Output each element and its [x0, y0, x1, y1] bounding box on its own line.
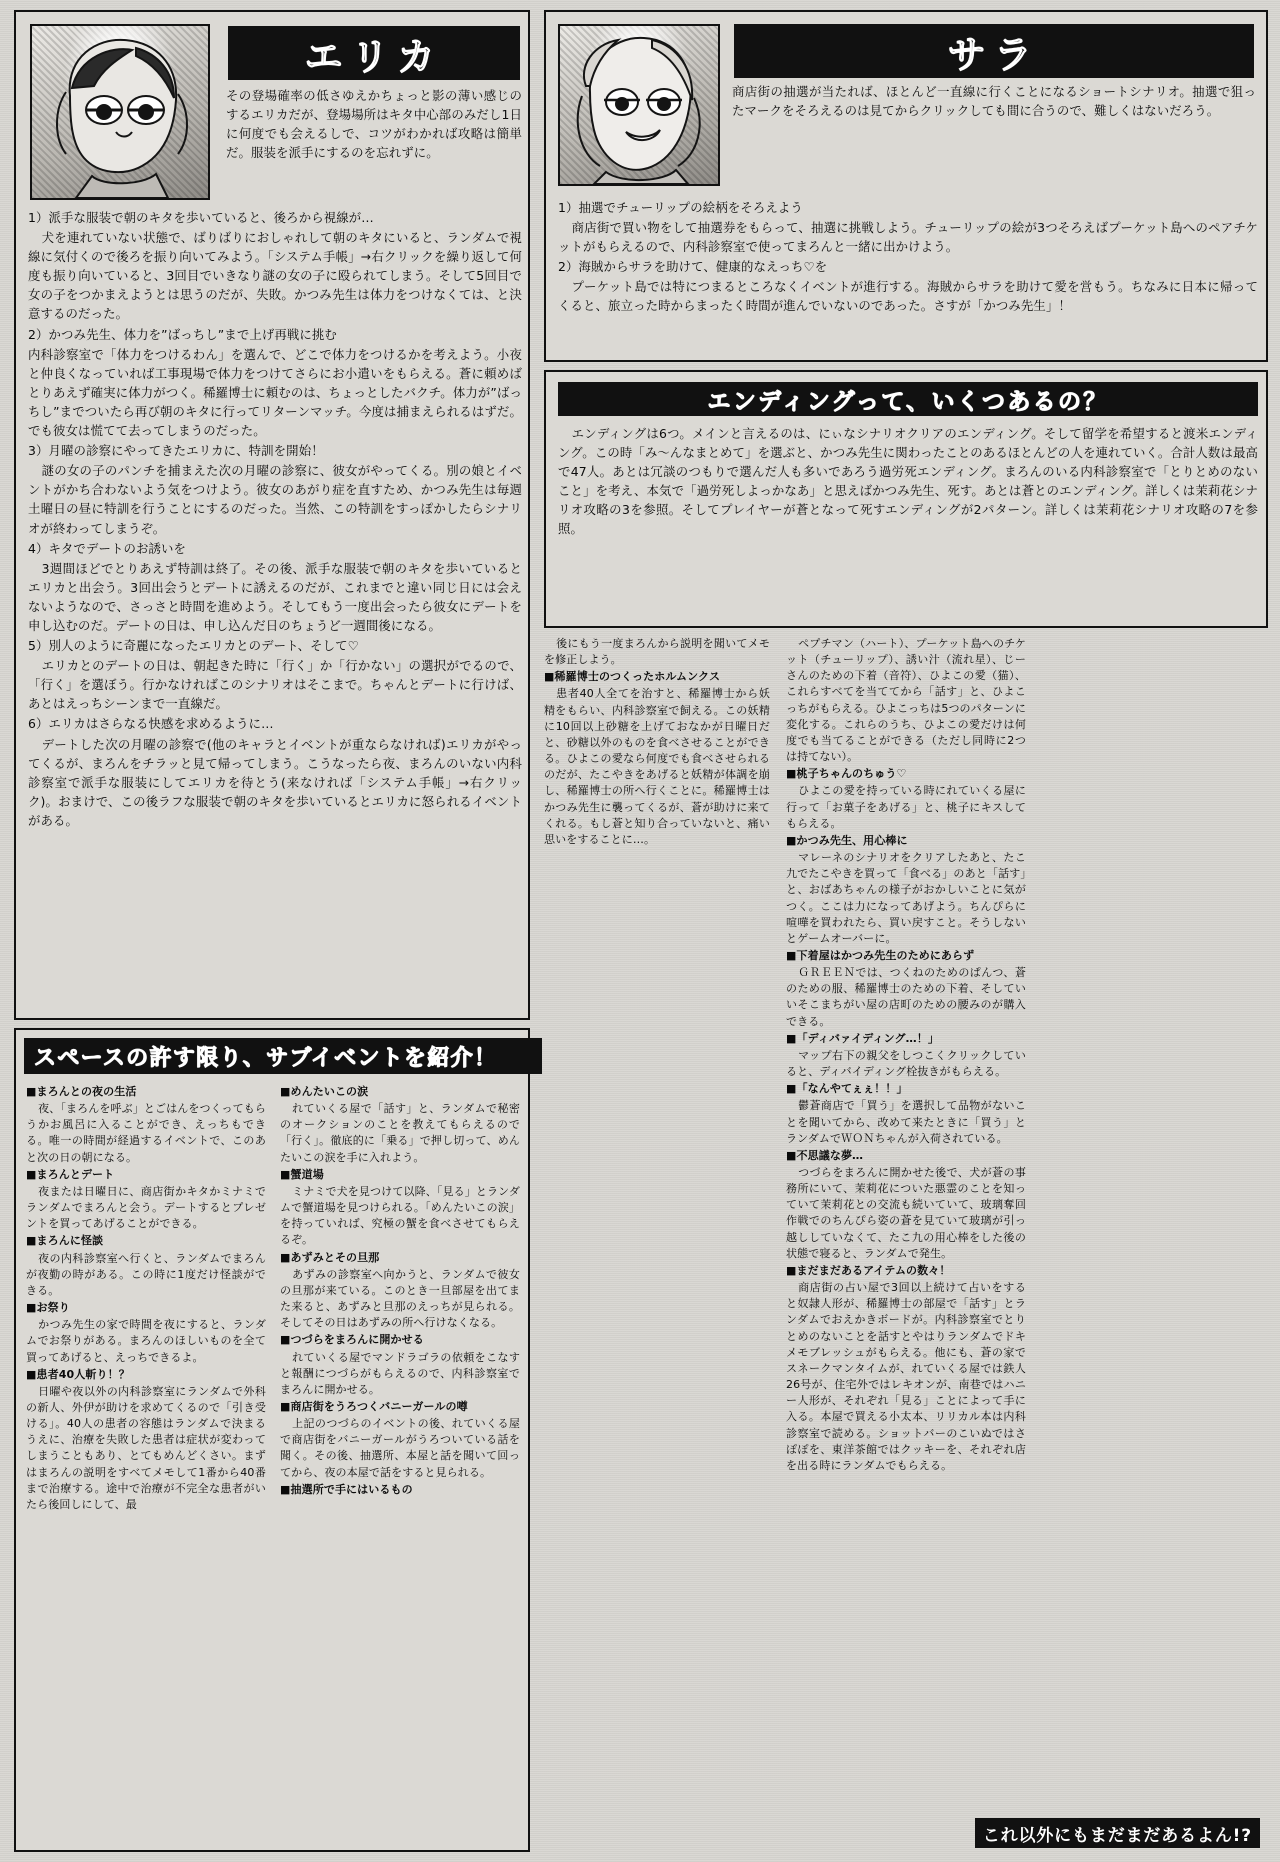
subevent-16-heading: ■不思議な夢…: [786, 1148, 864, 1162]
subevent-17-heading: ■まだまだあるアイテムの数々！: [786, 1263, 951, 1277]
erika-panel: [14, 10, 530, 1020]
erika-sec-1-heading: 2）かつみ先生、体力を”ばっちし”まで上げ再戦に挑む: [28, 326, 337, 342]
erika-sec-0-body: 犬を連れていない状態で、ばりばりにおしゃれして朝のキタにいると、ランダムで視線に気付くので後ろを振り向いてみよう。「システム手帳」→右クリックを繰り返して何度も振り向いていると、3回目でいきなり謎の女の子に殴られてしまう。そして5回目で女の子をつかまえようとは思うのだが、失敗。かつみ先生は体力をつけなくては、と決意するのだった。: [28, 230, 522, 322]
sara-sec-0-heading: 1）抽選でチューリップの絵柄をそろえよう: [558, 200, 803, 215]
subevent-11-heading: ■桃子ちゃんのちゅう♡: [786, 767, 907, 781]
subevent-5-heading: ■めんたいこの涙: [280, 1085, 369, 1098]
sara-sec-1-body: プーケット島では特につまるところなくイベントが進行する。海賊からサラを助けて愛を営もう。ちなみに日本に帰ってくると、旅立った時からまったく時間が進んでいないのであった。さすが「かつみ先生」！: [558, 279, 1258, 314]
subevent-2-heading: ■まろんに怪談: [26, 1234, 104, 1248]
erika-sections: [28, 208, 522, 831]
subevents-col-a: [544, 636, 770, 849]
subevent-10-heading: ■抽選所で手にはいるもの: [280, 1482, 413, 1496]
subevent-0-heading: ■まろんとの夜の生活: [26, 1085, 137, 1098]
sara-panel: [544, 10, 1268, 362]
subevent-8-heading: ■つづらをまろんに開かせる: [280, 1333, 424, 1347]
subevent-3-heading: ■お祭り: [26, 1301, 70, 1315]
erika-intro: その登場確率の低さゆえかちょっと影の薄い感じのするエリカだが、登場場所はキタ中心部のみだし1日に何度でも会えるしで、コツがわかれば攻略は簡単だ。服装を派手にするのを忘れずに。: [226, 88, 522, 161]
endings-title-plate: [558, 382, 1258, 416]
subevent-5-heading-a: ■稀羅博士のつくったホルムンクス: [544, 670, 721, 684]
subevent-9-heading: ■商店街をうろつくバニーガールの噂: [280, 1399, 468, 1413]
sara-sections: [558, 198, 1258, 317]
subevents-right-columns: [544, 636, 1268, 1852]
subevent-6-heading: ■蟹道場: [280, 1167, 324, 1181]
subevent-3-body: かつみ先生の家で時間を夜にすると、ランダムでお祭りがある。まろんのほしいものを全て買ってあげると、えっちできるよ。: [26, 1318, 266, 1364]
erika-portrait-line-art: [32, 26, 208, 198]
sara-portrait: [558, 24, 720, 186]
erika-sec-4-body: エリカとのデートの日は、朝起きた時に「行く」か「行かない」の選択がでるので、「行く」を選ぼう。行かなければこのシナリオはそこまで。ちゃんとデートに行けば、あとはえっちシーンまで一直線だ。: [28, 658, 522, 712]
endings-panel: [544, 370, 1268, 628]
subevent-11-body: ひよこの愛を持っている時にれていくる屋に行って「お菓子をあげる」と、桃子にキスしてもらえる。: [786, 784, 1026, 830]
subevents-col-left: [26, 1084, 266, 1514]
subevent-4-body: 日曜や夜以外の内科診察室にランダムで外科の新人、外伊が助けを求めてくるので「引き受ける」。40人の患者の容態はランダムで決まるうえに、治療を失敗した患者は症状が変わってしまうこともあり、とてもめんどくさい。まずはまろんの説明をすべてメモして1番から40番まで治療する。途中で治療が不完全な患者がいたら後回しにして、最: [26, 1384, 266, 1511]
subevent-13-heading: ■下着屋はかつみ先生のためにあらず: [786, 948, 975, 962]
footer-note: これ以外にもまだまだあるよん!?: [982, 1825, 1252, 1846]
footer-note-plate: [975, 1818, 1260, 1848]
erika-sec-4-heading: 5）別人のように奇麗になったエリカとのデート、そして♡: [28, 638, 359, 654]
sara-sec-0-body: 商店街で買い物をして抽選券をもらって、抽選に挑戦しよう。チューリップの絵が3つそろえばプーケット島へのペアチケットがもらえるので、内科診察室で使ってまろんと一緒に出かけよう。: [558, 220, 1258, 255]
subevents-col-right: [280, 1084, 520, 1499]
subevent-5-body: れていくる屋で「話す」と、ランダムで秘密のオークションのことを教えてもらえるので「行く」。徹底的に「乗る」で押し切って、めんたいこの涙を手に入れよう。: [280, 1102, 520, 1164]
sara-title: サラ: [947, 32, 1041, 77]
sara-intro: 商店街の抽選が当たれば、ほとんど一直線に行くことになるショートシナリオ。抽選で狙ったマークをそろえるのは見てからクリックしても間に合うので、難しくはないだろう。: [732, 84, 1256, 119]
subevent-15-body: 鬱蒼商店で「買う」を選択して品物がないことを聞いてから、改めて来たときに「買う」とランダムでＷＯＮちゃんが入荷されている。: [786, 1099, 1026, 1145]
subevent-13-body: ＧＲＥＥＮでは、つくねのためのぱんつ、蒼のための服、稀羅博士のための下着、そしていいそこまちがい屋の店町のための腰みのが購入できる。: [786, 966, 1026, 1028]
subevents-panel: [14, 1028, 530, 1852]
sara-portrait-line-art: [560, 26, 718, 184]
subevent-14-body: マップ右下の親父をしつこくクリックしていると、ディバイディング栓抜きがもらえる。: [786, 1048, 1026, 1079]
endings-title: エンディングって、いくつあるの？: [707, 388, 1109, 415]
subevent-12-body: マレーネのシナリオをクリアしたあと、たこ九でたこやきを買って「食べる」のあと「話す」と、おばあちゃんの様子がおかしいことに気がつく。ここは力になってあげよう。ちんぴらに喧嘩を買われたら、買い戻すこと。そうしないとゲームオーバーに。: [786, 851, 1026, 945]
subevents-banner-label: スペースの許す限り、サブイベントを紹介！: [34, 1045, 498, 1071]
subevent-9-body: 上記のつづらのイベントの後、れていくる屋で商店街をバニーガールがうろついている話を聞く。その後、抽選所、本屋と話を聞いて回ってから、夜の本屋で話をすると見られる。: [280, 1417, 520, 1479]
subevent-8-body: れていくる屋でマンドラゴラの依頼をこなすと報酬につづらがもらえるので、内科診察室でまろんに開かせる。: [280, 1350, 520, 1396]
erika-sec-2-heading: 3）月曜の診察にやってきたエリカに、特訓を開始！: [28, 443, 324, 459]
erika-title: エリカ: [304, 34, 444, 79]
erika-sec-0-heading: 1）派手な服装で朝のキタを歩いていると、後ろから視線が…: [28, 210, 374, 225]
subevents-col-b: [786, 636, 1026, 1475]
erika-sec-5-body: デートした次の月曜の診察で(他のキャラとイベントが重ならなければ)エリカがやってくるが、まろんをチラッと見て帰ってしまう。こうなったら夜、まろんのいない内科診察室で派手な服装にしてエリカを待とう(来なければ「システム手帳」→右クリック)。おまけで、この後ラフな服装で朝のキタを歩いているとエリカに怒られるイベントがある。: [28, 736, 522, 828]
subevent-4-heading: ■患者40人斬り！？: [26, 1367, 130, 1381]
erika-sec-1-body: 内科診察室で「体力をつけるわん」を選んで、どこで体力をつけるかを考えよう。小夜と仲良くなっていれば工事現場で体力をつけてさらにお小遣いをもらえる。蒼に頼めばとりあえず確実に体力がつく。稀羅博士に頼むのは、ちょっとしたバクチ。体力が”ばっちし”までついたら再び朝のキタに行ってリターンマッチ。今度は捕まえられるはずだ。でも彼女は慌てて去ってしまうのだった。: [28, 346, 522, 439]
endings-body-wrap: [558, 424, 1258, 540]
subevent-6-body: ミナミで犬を見つけて以降、「見る」とランダムで蟹道場を見つけられる。「めんたいこの涙」を持っていれば、究極の蟹を食べさせてもらえるぞ。: [280, 1184, 520, 1247]
subevent-1-heading: ■まろんとデート: [26, 1167, 115, 1181]
erika-sec-3-body: 3週間ほどでとりあえず特訓は終了。その後、派手な服装で朝のキタを歩いているとエリカと出会う。3回出会うとデートに誘えるのだが、これまでと違い同じ日には会えないようなので、さっさと時間を進めよう。そしてもう一度出会ったら彼女にデートを申し込むのだ。デートの日は、申し込んだ日のちょうど一週間後になる。: [28, 560, 522, 633]
subevent-12-heading: ■かつみ先生、用心棒に: [786, 833, 908, 847]
subevent-16-body: つづらをまろんに開かせた後で、犬が蒼の事務所にいて、茉莉花についた悪霊のことを知っていて茉莉花との交流も続いていて、玻璃奪回作戦でのちんぴら姿の蒼を見ていて玻璃が引っ越ししていなくて、たこ九の用心棒をした後の状態で寝ると、ランダムで発生。: [786, 1166, 1026, 1260]
subevent-7-heading: ■あずみとその旦那: [280, 1250, 380, 1264]
sara-title-plate: [734, 24, 1254, 78]
erika-sec-3-heading: 4）キタでデートのお誘いを: [28, 540, 187, 556]
endings-body: エンディングは6つ。メインと言えるのは、にぃなシナリオクリアのエンディング。そして留学を希望すると渡米エンディング。この時「み〜んなまとめて」を選ぶと、かつみ先生に関わったことのあるほとんどの人を連れていく。合計人数は最高で47人。あとは冗談のつもりで選んだ人も多いであろう過労死エンディング。まろんのいる内科診察室で「とりとめのないこと」を考え、本気で「過労死しよっかなあ」と思えばかつみ先生、死す。あとは蒼とのエンディング。詳しくは茉莉花シナリオ攻略の3を参照。そしてプレイヤーが蒼となって死すエンディングが2パターン。詳しくは茉莉花シナリオ攻略の7を参照。: [558, 426, 1258, 537]
subevent-1-body: 夜または日曜日に、商店街かキタかミナミでランダムでまろんと会う。デートするとプレゼントを買ってあげることができる。: [26, 1184, 266, 1231]
erika-sec-5-heading: 6）エリカはさらなる快感を求めるように…: [28, 716, 274, 732]
subevent-10-body: ペプチマン（ハート）、プーケット島へのチケット（チューリップ）、誘い汁（流れ星）、じーさんのための下着（音符）、ひよこの愛（猫）、これらすべてを当ててから「話す」と、ひよこっちがもらえる。ひよこっちは5つのパターンに変化する。これらのうち、ひよこの愛だけは何度でも当てることができる（ただし同時に2つは持てない）。: [786, 637, 1026, 764]
subevent-overflow-text: 後にもう一度まろんから説明を聞いてメモを修正しよう。: [544, 637, 770, 667]
subevents-banner: [24, 1038, 542, 1074]
subevent-5-body-a: 患者40人全てを治すと、稀羅博士から妖精をもらい、内科診察室で飼える。この妖精に10回以上砂糖を上げておなかが日曜日だと、砂糖以外のものを食べさせることができる。ひよこの愛なら何度でも食べさせられるのだが、たこやきをあげると妖精が体調を崩し、稀羅博士の所へ行くことに。稀羅博士はかつみ先生に襲ってくるが、蒼が助けに来てくれる。もし蒼と知り合っていないと、痛い思いをすることに…。: [544, 687, 770, 846]
erika-sec-2-body: 謎の女の子のパンチを捕まえた次の月曜の診察に、彼女がやってくる。別の娘とイベントがかち合わないよう気をつけよう。彼女のあがり症を直すため、かつみ先生は毎週土曜日の昼に特訓を行うことにするのだった。当然、この特訓をすっぽかしたらシナリオが終わってしまうぞ。: [28, 463, 522, 536]
subevent-0-body: 夜、「まろんを呼ぶ」とごはんをつくってもらうかお風呂に入ることができ、えっちもできる。唯一の時間が経過するイベントで、このあと次の日の朝になる。: [26, 1102, 266, 1164]
sara-sec-1-heading: 2）海賊からサラを助けて、健康的なえっち♡を: [558, 259, 828, 275]
subevent-2-body: 夜の内科診察室へ行くと、ランダムでまろんが夜勤の時がある。この時に1度だけ怪談ができる。: [26, 1251, 266, 1297]
subevent-7-body: あずみの診察室へ向かうと、ランダムで彼女の旦那が来ている。このとき一旦部屋を出てまた来ると、あずみと旦那のえっちが見られる。そしてその日はあずみの所へ行けなくなる。: [280, 1267, 520, 1330]
erika-title-plate: [228, 26, 520, 80]
subevent-14-heading: ■「ディバァイディング…！」: [786, 1031, 939, 1045]
subevent-15-heading: ■「なんやてぇぇ！！」: [786, 1082, 908, 1096]
subevent-17-body: 商店街の占い屋で3回以上続けて占いをすると奴隷人形が、稀羅博士の部屋で「話す」とランダムでおえかきボードが。内科診察室でとりとめのないことを話すとやはりランダムでドキメモブレッシュがもらえる。他にも、蒼の家でスネークマンタイムが、れていくる屋では鉄人26号が、住宅外ではレキオンが、南巷ではハニー人形が、それぞれ「見る」ことによって手に入る。本屋で買える小太本、リリカル本は内科診察室で読める。ショットバーのこいぬではさぽぽを、東洋茶館ではクッキーを、それぞれ店を出る時にランダムでもらえる。: [786, 1281, 1026, 1472]
erika-portrait: [30, 24, 210, 200]
